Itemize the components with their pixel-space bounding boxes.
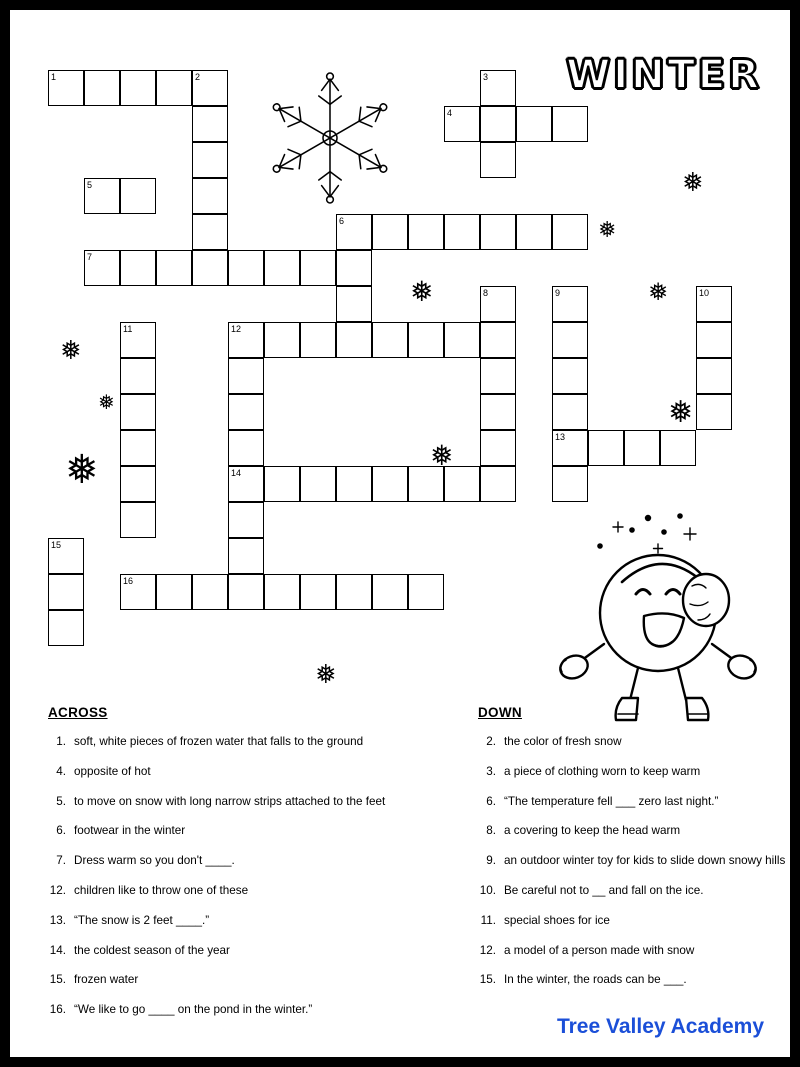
down-clue-item xyxy=(478,794,790,810)
crossword-cell[interactable] xyxy=(192,178,228,214)
down-clue-number: 11. xyxy=(480,913,496,927)
crossword-cell[interactable] xyxy=(264,250,300,286)
across-clue-item xyxy=(48,794,438,810)
snowflake-icon: ❅ xyxy=(430,439,454,472)
crossword-cell[interactable] xyxy=(480,286,516,322)
crossword-cell[interactable] xyxy=(444,214,480,250)
crossword-cell[interactable] xyxy=(48,574,84,610)
crossword-cell[interactable] xyxy=(300,250,336,286)
crossword-cell[interactable] xyxy=(552,286,588,322)
crossword-cell[interactable] xyxy=(480,466,516,502)
crossword-cell[interactable] xyxy=(480,106,516,142)
across-clue-item xyxy=(48,823,438,839)
down-clue-text: a model of a person made with snow xyxy=(504,943,695,957)
crossword-cell[interactable] xyxy=(372,214,408,250)
down-clue-text: an outdoor winter toy for kids to slide down snowy hills xyxy=(504,854,786,868)
snowflake-icon: ❅ xyxy=(410,275,434,308)
crossword-cell[interactable] xyxy=(156,70,192,106)
across-clue-text: opposite of hot xyxy=(74,764,151,778)
crossword-cell[interactable] xyxy=(300,322,336,358)
across-clue-text: soft, white pieces of frozen water that falls to the ground xyxy=(74,735,364,748)
across-clue-text: “We like to go ____ on the pond in the winter.” xyxy=(74,1003,313,1017)
down-clue-list xyxy=(478,734,790,988)
across-clue-number: 16. xyxy=(49,1003,66,1017)
snowman-mascot-icon xyxy=(540,508,770,733)
crossword-cell[interactable] xyxy=(336,466,372,502)
across-clue-number: 13. xyxy=(49,913,66,927)
crossword-cell[interactable] xyxy=(228,250,264,286)
crossword-cell-number: 13 xyxy=(555,432,566,442)
crossword-cell-number: 9 xyxy=(555,288,561,298)
across-clue-number: 7. xyxy=(56,854,66,868)
across-clue-list xyxy=(48,734,438,1018)
down-clue-item xyxy=(478,972,790,988)
snowflake-icon: ❅ xyxy=(315,660,337,690)
crossword-cell[interactable] xyxy=(120,358,156,394)
down-clue-text: a piece of clothing worn to keep warm xyxy=(504,764,701,778)
crossword-cell[interactable] xyxy=(480,358,516,394)
crossword-cell[interactable] xyxy=(228,394,264,430)
crossword-cell-number: 3 xyxy=(483,72,489,82)
crossword-cell[interactable] xyxy=(552,394,588,430)
across-clue-text: children like to throw one of these xyxy=(74,883,249,897)
crossword-cell-number: 16 xyxy=(123,576,134,586)
across-clue-text: footwear in the winter xyxy=(74,824,186,838)
crossword-cell[interactable] xyxy=(336,574,372,610)
down-clue-item xyxy=(478,734,790,750)
crossword-cell[interactable] xyxy=(300,574,336,610)
down-clue-item xyxy=(478,943,790,959)
crossword-cell[interactable] xyxy=(552,430,588,466)
crossword-cell[interactable] xyxy=(120,430,156,466)
across-clue-text: to move on snow with long narrow strips attached to the feet xyxy=(74,794,386,808)
crossword-cell[interactable] xyxy=(480,430,516,466)
crossword-cell-number: 7 xyxy=(87,252,93,262)
crossword-cell[interactable] xyxy=(228,502,264,538)
crossword-cell[interactable] xyxy=(84,70,120,106)
crossword-cell[interactable] xyxy=(48,538,84,574)
crossword-cell-number: 15 xyxy=(51,540,62,550)
crossword-cell[interactable] xyxy=(516,106,552,142)
crossword-cell[interactable] xyxy=(372,322,408,358)
crossword-cell[interactable] xyxy=(120,322,156,358)
page-title: WINTER xyxy=(566,52,762,98)
crossword-cell[interactable] xyxy=(156,250,192,286)
across-clue-item xyxy=(48,734,438,750)
across-clues-section xyxy=(48,705,438,1032)
crossword-cell[interactable] xyxy=(120,250,156,286)
crossword-cell[interactable] xyxy=(480,322,516,358)
down-clue-number: 12. xyxy=(479,943,496,957)
crossword-cell[interactable] xyxy=(444,322,480,358)
across-clue-number: 14. xyxy=(49,943,66,957)
crossword-cell-number: 10 xyxy=(699,288,710,298)
crossword-cell[interactable] xyxy=(192,106,228,142)
crossword-cell[interactable] xyxy=(516,214,552,250)
crossword-cell[interactable] xyxy=(480,214,516,250)
across-clue-number: 6. xyxy=(56,824,66,838)
crossword-cell[interactable] xyxy=(408,214,444,250)
crossword-cell[interactable] xyxy=(84,250,120,286)
footer-brand: Tree Valley Academy xyxy=(556,1015,764,1038)
crossword-cell[interactable] xyxy=(372,574,408,610)
crossword-cell[interactable] xyxy=(588,430,624,466)
crossword-cell[interactable] xyxy=(264,574,300,610)
across-clue-text: Dress warm so you don't ____. xyxy=(74,854,235,868)
crossword-cell-number: 5 xyxy=(87,180,93,190)
snowflake-icon: ❅ xyxy=(598,218,617,243)
crossword-cell-number: 4 xyxy=(447,108,453,118)
crossword-cell[interactable] xyxy=(552,214,588,250)
down-clue-item xyxy=(478,823,790,839)
crossword-cell[interactable] xyxy=(120,178,156,214)
crossword-cell[interactable] xyxy=(192,574,228,610)
crossword-cell-number: 8 xyxy=(483,288,489,298)
crossword-cell[interactable] xyxy=(120,70,156,106)
crossword-cell[interactable] xyxy=(84,178,120,214)
crossword-cell[interactable] xyxy=(48,610,84,646)
across-clue-item xyxy=(48,913,438,929)
down-clue-text: the color of fresh snow xyxy=(504,735,622,748)
snowflake-icon: ❅ xyxy=(668,395,694,430)
crossword-cell[interactable] xyxy=(480,394,516,430)
crossword-cell[interactable] xyxy=(120,502,156,538)
crossword-cell[interactable] xyxy=(552,358,588,394)
down-clue-number: 15. xyxy=(479,973,496,987)
across-clue-item xyxy=(48,853,438,869)
crossword-cell[interactable] xyxy=(228,322,264,358)
crossword-cell[interactable] xyxy=(624,430,660,466)
crossword-cell[interactable] xyxy=(696,322,732,358)
crossword-cell[interactable] xyxy=(48,70,84,106)
across-clue-item xyxy=(48,972,438,988)
down-clue-text: special shoes for ice xyxy=(504,913,610,927)
crossword-cell[interactable] xyxy=(192,142,228,178)
crossword-cell[interactable] xyxy=(552,466,588,502)
across-clue-number: 15. xyxy=(49,973,66,987)
large-snowflake-icon xyxy=(260,68,400,208)
crossword-cell[interactable] xyxy=(372,466,408,502)
snowflake-icon: ❅ xyxy=(648,278,669,306)
down-clue-number: 9. xyxy=(486,854,496,868)
crossword-cell[interactable] xyxy=(156,574,192,610)
crossword-cell[interactable] xyxy=(408,322,444,358)
across-clue-item xyxy=(48,883,438,899)
crossword-cell[interactable] xyxy=(480,70,516,106)
crossword-cell[interactable] xyxy=(120,466,156,502)
down-clue-number: 10. xyxy=(479,883,496,897)
crossword-cell[interactable] xyxy=(336,250,372,286)
crossword-cell[interactable] xyxy=(552,322,588,358)
crossword-cell[interactable] xyxy=(264,466,300,502)
crossword-cell[interactable] xyxy=(660,430,696,466)
snowflake-icon: ❅ xyxy=(98,390,115,414)
crossword-cell[interactable] xyxy=(264,322,300,358)
across-heading: ACROSS xyxy=(48,705,108,720)
across-clue-number: 12. xyxy=(49,883,66,897)
down-clue-item xyxy=(478,913,790,929)
crossword-cell[interactable] xyxy=(228,466,264,502)
across-clue-text: frozen water xyxy=(74,973,139,987)
crossword-cell[interactable] xyxy=(480,142,516,178)
crossword-cell[interactable] xyxy=(696,286,732,322)
down-clues-section xyxy=(478,705,790,1002)
crossword-cell[interactable] xyxy=(300,466,336,502)
down-clue-number: 8. xyxy=(486,824,496,838)
crossword-cell-number: 11 xyxy=(123,324,133,334)
worksheet-page xyxy=(10,10,790,1057)
down-clue-item xyxy=(478,764,790,780)
crossword-cell[interactable] xyxy=(192,214,228,250)
down-clue-text: a covering to keep the head warm xyxy=(504,824,681,838)
down-clue-text: “The temperature fell ___ zero last night.” xyxy=(504,794,719,808)
snowflake-icon: ❅ xyxy=(682,168,704,198)
across-clue-number: 4. xyxy=(56,764,66,778)
down-clue-text: Be careful not to __ and fall on the ice. xyxy=(504,883,704,897)
across-clue-item xyxy=(48,1002,438,1018)
across-clue-text: the coldest season of the year xyxy=(74,943,230,957)
crossword-cell-number: 1 xyxy=(51,72,57,82)
crossword-cell[interactable] xyxy=(228,430,264,466)
crossword-cell[interactable] xyxy=(444,106,480,142)
crossword-cell-number: 2 xyxy=(195,72,201,82)
crossword-cell[interactable] xyxy=(120,574,156,610)
crossword-cell-number: 12 xyxy=(231,324,242,334)
snowflake-icon: ❅ xyxy=(65,447,99,493)
crossword-cell[interactable] xyxy=(696,394,732,430)
snowflake-icon: ❅ xyxy=(60,336,82,366)
crossword-cell[interactable] xyxy=(336,286,372,322)
down-clue-number: 3. xyxy=(486,764,496,778)
across-clue-item xyxy=(48,764,438,780)
crossword-cell[interactable] xyxy=(192,250,228,286)
across-clue-number: 1. xyxy=(56,735,66,748)
crossword-cell[interactable] xyxy=(552,106,588,142)
down-clue-text: In the winter, the roads can be ___. xyxy=(504,973,687,987)
down-clue-number: 6. xyxy=(486,794,496,808)
crossword-cell-number: 14 xyxy=(231,468,242,478)
crossword-cell[interactable] xyxy=(408,574,444,610)
crossword-cell[interactable] xyxy=(228,538,264,574)
across-clue-number: 5. xyxy=(56,794,66,808)
across-clue-item xyxy=(48,943,438,959)
crossword-cell[interactable] xyxy=(228,574,264,610)
crossword-cell[interactable] xyxy=(192,70,228,106)
across-clue-text: “The snow is 2 feet ____.” xyxy=(74,913,210,927)
crossword-cell[interactable] xyxy=(120,394,156,430)
down-clue-item xyxy=(478,853,790,869)
crossword-cell[interactable] xyxy=(696,358,732,394)
crossword-cell[interactable] xyxy=(336,214,372,250)
down-heading: DOWN xyxy=(478,705,522,720)
down-clue-item xyxy=(478,883,790,899)
crossword-cell[interactable] xyxy=(336,322,372,358)
down-clue-number: 2. xyxy=(486,735,496,748)
crossword-cell-number: 6 xyxy=(339,216,345,226)
crossword-cell[interactable] xyxy=(228,358,264,394)
